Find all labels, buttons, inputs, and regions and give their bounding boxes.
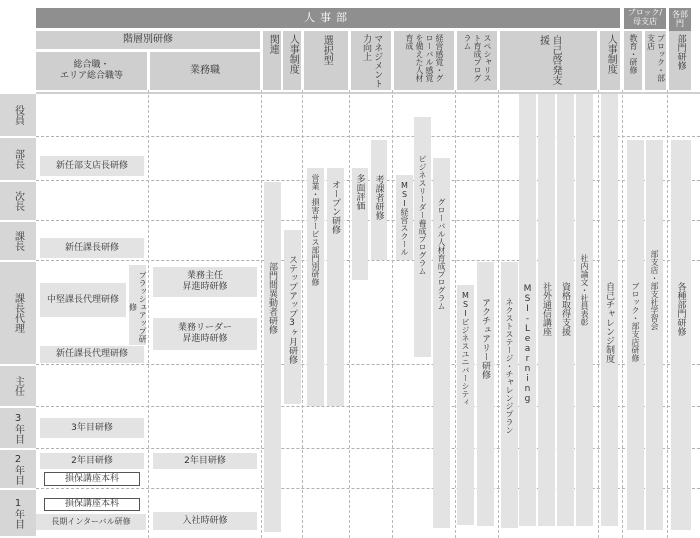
bar-open: オープン研修 [327, 168, 344, 406]
bar-step-up: ステップアップ3ヶ月研修 [284, 230, 301, 404]
row-label-shunin: 主任 [0, 366, 36, 406]
col-jinji-seido: 人事制度 [283, 31, 301, 90]
training-box-shinnin-daiko: 新任課長代理研修 [40, 346, 144, 363]
bar-eigyo: 営業・損害サービス部門別研修 [307, 168, 324, 406]
training-box-shinnin-kacho: 新任課長研修 [40, 238, 144, 258]
grid-line [302, 90, 303, 538]
gyomu-header: 業務職 [150, 52, 260, 90]
col-kyoiku: 教育・研修 [624, 31, 642, 90]
training-box-hoshu-1: 損保講座本科 [44, 472, 140, 486]
row-label-2nenme: 2年目 [0, 450, 36, 488]
grid-line [455, 90, 456, 538]
grid-line [261, 90, 262, 538]
grid-line [622, 90, 623, 538]
grid-line [392, 90, 393, 538]
training-box-hoshu-2: 損保講座本科 [44, 498, 140, 511]
department-each-header: 各部門 [669, 8, 691, 31]
grid-line [598, 90, 599, 538]
training-box-shinnin-shitencho: 新任部支店長研修 [40, 156, 144, 176]
training-box-chuken: 中堅課長代理研修 [40, 283, 126, 317]
col-kanren: 関連 [263, 31, 281, 90]
col-sentaku: 選択型 [304, 31, 348, 90]
training-box-gyomu-leader: 業務リーダー 昇進時研修 [153, 318, 257, 350]
grid-line [667, 90, 668, 538]
bar-kouka: 考課者研修 [371, 140, 387, 260]
training-box-gyomu-shunin: 業務主任 昇進時研修 [153, 267, 257, 297]
row-label-jicho: 次長 [0, 182, 36, 220]
training-box-3nenme: 3年目研修 [40, 418, 144, 438]
col-manage: マネジメント力向上 [351, 31, 391, 90]
row-label-yakuin: 役員 [0, 94, 36, 136]
stratified-header: 階層別研修 [36, 31, 260, 49]
bar-block-kensyu: ブロック・部支店研修 [627, 140, 644, 530]
col-jiko: 自己啓発支援 [500, 31, 597, 90]
row-label-1nenme: 1年目 [0, 490, 36, 536]
training-box-brushup: ブラッシュアップ研修 [129, 265, 146, 345]
bar-msi-learning: MSI-Learning [519, 94, 536, 526]
branch-header: ブロック/母支店 [624, 8, 666, 29]
bar-shikaku: 資格取得支援 [557, 94, 574, 526]
department-header: 人事部 [36, 8, 620, 28]
grid-line [148, 90, 149, 538]
col-block-shiten: ブロック・部支店 [645, 31, 666, 90]
col-bumon: 部門研修 [669, 31, 691, 90]
grid-line [349, 90, 350, 538]
bar-bumon-idou: 部門間異動者研修 [264, 182, 281, 532]
row-label-kacho: 課長 [0, 222, 36, 260]
bar-kakushu: 各種部門研修 [671, 140, 691, 530]
bar-jiko-challenge: 自己チャレンジ制度 [601, 94, 618, 526]
training-box-choki: 長期インターバル研修 [36, 514, 146, 530]
sogo-header: 総合職・ エリア総合職等 [36, 52, 147, 90]
col-global: 経営感覚・グローバル感覚を備えた人材育成 [394, 31, 454, 90]
row-label-kacho-dairi: 課長代理 [0, 262, 36, 364]
bar-actuary: アクチュアリー研修 [477, 262, 494, 526]
col-jinji-seido-2: 人事制度 [600, 31, 620, 90]
row-label-3nenme: 3年目 [0, 408, 36, 448]
bar-next-stage: ネクストステージ・チャレンジプラン [501, 262, 518, 528]
bar-shiten-study: 部支店・部支社学習会 [646, 140, 663, 530]
training-box-nyusha: 入社時研修 [153, 512, 257, 530]
bar-tamen: 多面評価 [352, 168, 368, 280]
col-specialist: スペシャリスト育成プログラム [457, 31, 497, 90]
bar-msi-business: MSIビジネスユニバーシティ [457, 285, 474, 525]
grid-line [498, 90, 499, 538]
row-label-bucho: 部長 [0, 138, 36, 180]
bar-business-leader: ビジネスリーダー養成プログラム [414, 117, 431, 357]
bar-global-jinzai: グローバル人材育成プログラム [433, 158, 450, 528]
training-box-2nenme: 2年目研修 [40, 453, 144, 469]
bar-msi-keiei: MSI経営スクール [396, 175, 413, 260]
training-box-2nenme-gyomu: 2年目研修 [153, 453, 257, 469]
bar-shagai: 社外通信講座 [538, 94, 555, 526]
bar-shanai: 社内論文・社員表彰 [576, 94, 593, 526]
